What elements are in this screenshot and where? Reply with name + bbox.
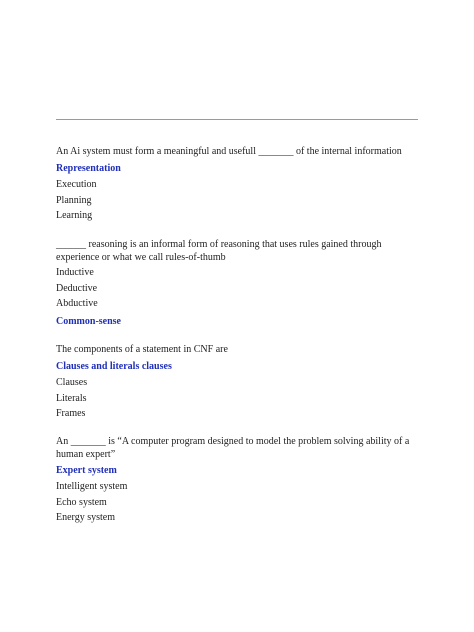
question-block	[56, 435, 420, 526]
option-list	[56, 375, 420, 422]
option-list	[56, 479, 420, 526]
option-item: Abductive	[56, 298, 98, 309]
option-list	[56, 265, 420, 312]
question-text: The components of a statement in CNF are	[56, 344, 228, 355]
correct-answer: Expert system	[56, 465, 117, 476]
correct-answer: Clauses and literals clauses	[56, 361, 172, 372]
option-item: Frames	[56, 408, 86, 419]
question-block	[56, 238, 420, 329]
option-item: Planning	[56, 194, 92, 206]
option-item: Inductive	[56, 267, 94, 278]
question-text: An Ai system must form a meaningful and usefull _______ of the internal information	[56, 146, 402, 157]
option-item: Intelligent system	[56, 481, 128, 492]
option-item: Deductive	[56, 282, 98, 294]
question-block	[56, 145, 420, 224]
horizontal-rule	[56, 119, 418, 120]
option-list	[56, 177, 420, 224]
question-text: An _______ is “A computer program designed to model the problem solving ability of a human expert”	[56, 436, 410, 460]
option-item: Learning	[56, 210, 93, 221]
option-item: Echo system	[56, 496, 107, 508]
option-item: Energy system	[56, 512, 115, 523]
correct-answer: Common-sense	[56, 315, 121, 327]
question-block	[56, 343, 420, 422]
option-item: Clauses	[56, 377, 88, 388]
question-text: ______ reasoning is an informal form of reasoning that uses rules gained through experience or what we call rules-of-thumb	[56, 239, 382, 263]
option-item: Literals	[56, 392, 87, 404]
option-item: Execution	[56, 179, 97, 190]
correct-answer: Representation	[56, 163, 121, 174]
